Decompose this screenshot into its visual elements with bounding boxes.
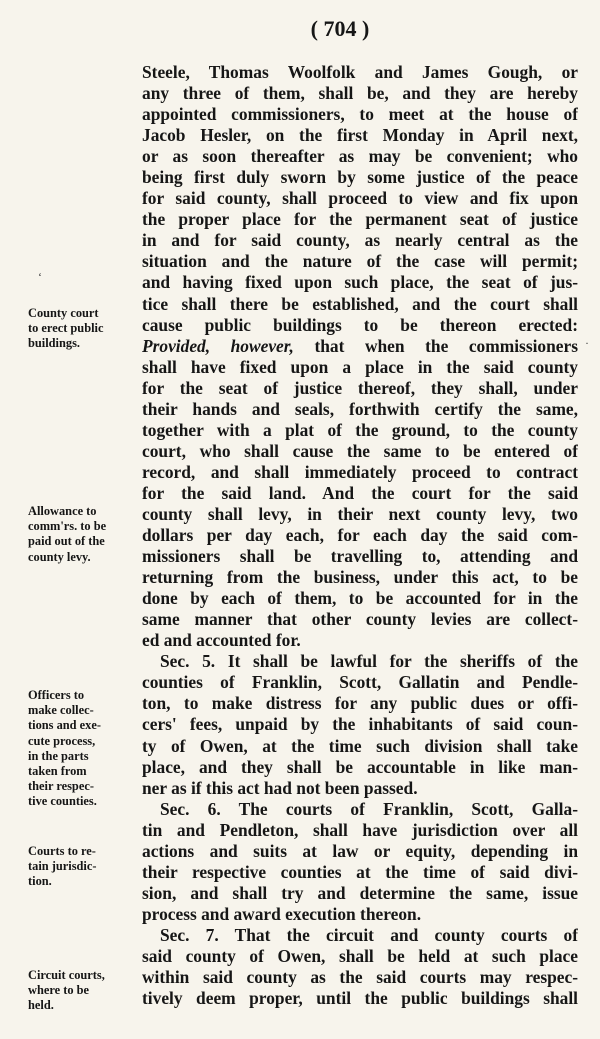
text-line: process and award execution thereon. <box>142 903 422 924</box>
text-line: Steele, Thomas Woolfolk and James Gough, or <box>142 62 578 82</box>
text-line: together with a plat of the ground, to the county <box>142 419 578 440</box>
text-line: within said county as the said courts may respec- <box>142 967 578 988</box>
text-line: for the said land. And the court for the said <box>142 482 578 503</box>
text-line: court, who shall cause the same to be entered of <box>142 440 578 461</box>
text-line: record, and shall immediately proceed to contract <box>142 461 578 482</box>
section-heading-line: Sec. 5. It shall be lawful for the sheriffs of the <box>160 651 578 672</box>
text-line: counties of Franklin, Scott, Gallatin and Pendle- <box>142 672 578 693</box>
section-heading-line: Sec. 6. The courts of Franklin, Scott, Galla- <box>160 798 578 819</box>
text-line: same manner that other county levies are collect- <box>142 609 578 630</box>
text-line: cers' fees, unpaid by the inhabitants of said coun- <box>142 714 578 735</box>
margin-note-county-court: County court to erect public buildings. <box>28 306 104 351</box>
text-line: tice shall there be established, and the court shall <box>142 293 578 314</box>
text-line: ner as if this act had not been passed. <box>142 777 418 798</box>
text-line: Jacob Hesler, on the first Monday in April next, <box>142 125 578 146</box>
text-line: cause public buildings to be thereon erected: <box>142 314 578 335</box>
text-line: situation and the nature of the case will permit; <box>142 251 578 272</box>
text-line: returning from the business, under this act, to be <box>142 567 578 588</box>
text-line: and having fixed upon such place, the seat of jus- <box>142 272 578 293</box>
text-line-provided: Provided, however, that when the commissioners <box>142 335 578 356</box>
text-line: any three of them, shall be, and they are hereby <box>142 83 578 104</box>
text-line: being first duly sworn by some justice of the peace <box>142 167 578 188</box>
text-line: dollars per day each, for each day the said com- <box>142 525 578 546</box>
stray-mark: ‘ <box>38 270 42 284</box>
text-line: or as soon thereafter as may be convenient; who <box>142 146 578 167</box>
text-line: actions and suits at law or equity, depending in <box>142 840 578 861</box>
provided-emphasis: Provided, however, <box>142 335 294 356</box>
margin-note-courts-retain: Courts to re- tain jurisdic- tion. <box>28 844 97 889</box>
text-line: their hands and seals, forthwith certify the same, <box>142 398 578 419</box>
text-line: county shall levy, in their next county levy, two <box>142 503 578 524</box>
text-line: ton, to make distress for any public dues or offi- <box>142 693 578 714</box>
text-line: shall have fixed upon a place in the said county <box>142 356 578 377</box>
text-line: their respective counties at the time of said divi- <box>142 861 578 882</box>
text-line: in and for said county, as nearly central as the <box>142 230 578 251</box>
text-line: missioners shall be travelling to, attending and <box>142 546 578 567</box>
margin-note-circuit-courts: Circuit courts, where to be held. <box>28 968 105 1013</box>
text-line: ty of Owen, at the time such division shall take <box>142 735 578 756</box>
text-line: ed and accounted for. <box>142 630 301 651</box>
margin-note-officers: Officers to make collec- tions and exe- cute process, in the parts taken from their respec- tive counties. <box>28 688 101 809</box>
stray-mark: · <box>585 336 589 350</box>
text-line: said county of Owen, shall be held at such place <box>142 945 578 966</box>
text-line: tin and Pendleton, shall have jurisdiction over all <box>142 819 578 840</box>
text-line: place, and they shall be accountable in like man- <box>142 756 578 777</box>
text-line: for said county, shall proceed to view and fix upon <box>142 188 578 209</box>
body-text <box>142 62 578 1009</box>
text-line: for the seat of justice thereof, they shall, under <box>142 377 578 398</box>
text-line: tively deem proper, until the public buildings shall <box>142 988 578 1009</box>
text-line: done by each of them, to be accounted for in the <box>142 588 578 609</box>
section-heading-line: Sec. 7. That the circuit and county courts of <box>160 924 578 945</box>
text-line: sion, and shall try and determine the same, issue <box>142 882 578 903</box>
text-line: appointed commissioners, to meet at the house of <box>142 104 578 125</box>
page-number: ( 704 ) <box>310 16 370 41</box>
margin-note-allowance: Allowance to comm'rs. to be paid out of the county levy. <box>28 504 107 564</box>
text-line: the proper place for the permanent seat of justice <box>142 209 578 230</box>
